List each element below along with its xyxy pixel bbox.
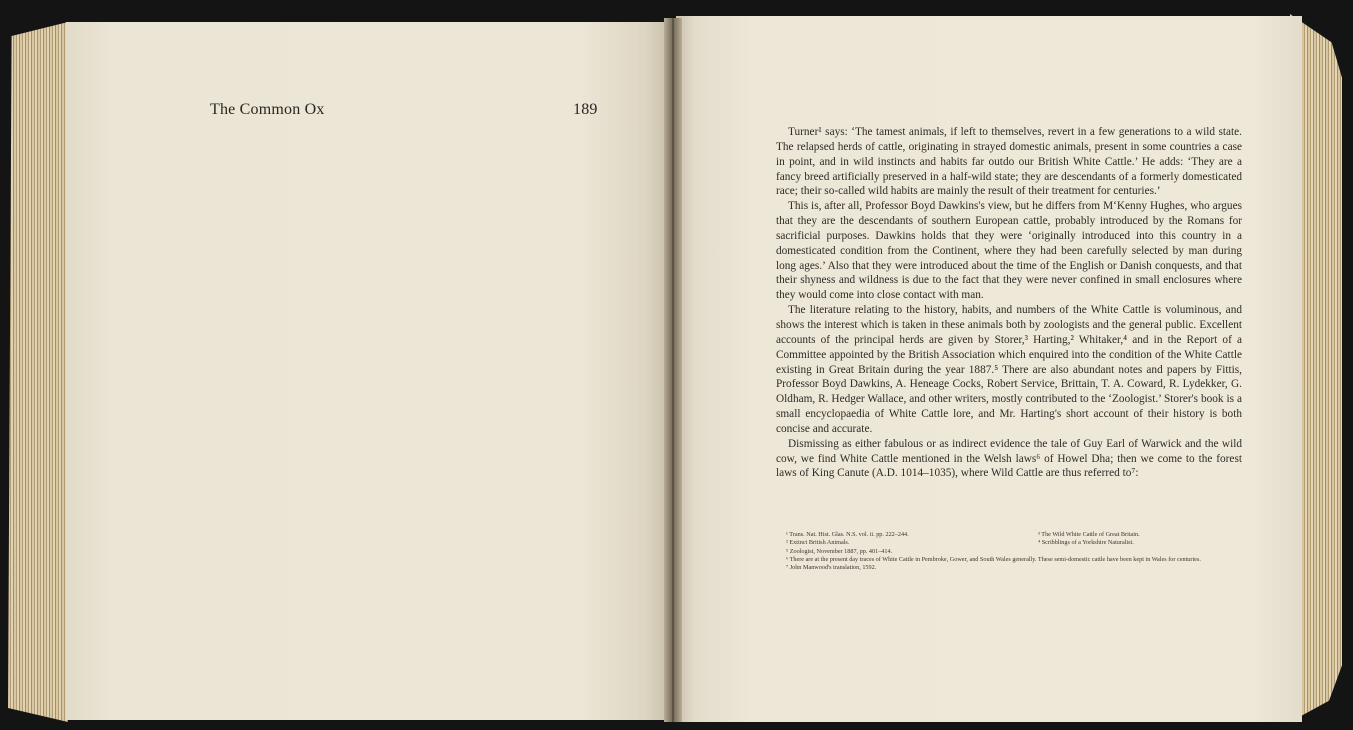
running-title: The Common Ox <box>210 101 325 118</box>
blank-left-page <box>66 22 670 720</box>
footnote-2: ² Extinct British Animals. <box>786 539 850 547</box>
paragraph-literature: The literature relating to the history, habits, and numbers of the White Cattle is voluminous, and shows the interest which is taken in these animals both by zoologists and the general public. Excellent accounts of the principal herds are given by Storer,³ Harting,² Whitaker,⁴ and in the Report of a Committee appointed by the British Association which enquired into the condition of the White Cattle existing in Great Britain during the year 1887.⁵ There are also abundant notes and papers by Fittis, Professor Boyd Dawkins, A. Heneage Cocks, Robert Service, Brittain, T. A. Coward, R. Lydekker, G. Oldham, R. Hedger Wallace, and other writers, mostly contributed to the ‘Zoologist.’ Storer's book is a small encyclopaedia of White Cattle lore, and Mr. Harting's short account of their history is both concise and accurate. <box>776 304 1242 435</box>
body-text <box>776 125 1242 481</box>
page-number: 189 <box>573 101 598 118</box>
book-gutter <box>664 18 682 722</box>
paragraph-dawkins: This is, after all, Professor Boyd Dawkins's view, but he differs from M‘Kenny Hughes, who argues that they are the descendants of southern European cattle, probably introduced by the Romans for sacrificial purposes. Dawkins holds that they were ‘originally introduced into this country in a domesticated condition from the Continent, where they had been carefully selected by man during long ages.’ Also that they were introduced about the time of the English or Danish conquests, and that their shyness and wildness is due to the fact that they were never confined in small enclosures where they would come into close contact with man. <box>776 200 1242 302</box>
footnote-5: ⁵ Zoologist, November 1887, pp. 401–414. <box>786 547 893 555</box>
paragraph-turner: Turner¹ says: ‘The tamest animals, if left to themselves, revert in a few generations to a wild state. The relapsed herds of cattle, originating in strayed domestic animals, present in some countries a case in point, and in wild instincts and habits far outdo our British White Cattle.’ He adds: ‘They are a fancy breed artificially preserved in a half-wild state; they are descendants of a formerly domesticated race; their so-called wild habits are mainly the result of their treatment for centuries.’ <box>776 126 1242 198</box>
footnote-4: ⁴ Scribblings of a Yorkshire Naturalist. <box>1038 539 1134 547</box>
running-head <box>210 101 630 123</box>
footnote-7: ⁷ John Manwood's translation, 1592. <box>786 564 877 572</box>
footnote-6: ⁶ There are at the present day traces of White Cattle in Pembroke, Gower, and South Wales generally. These semi-domestic cattle have been kept in Wales for centuries. <box>786 555 1201 563</box>
footnotes <box>776 531 1242 572</box>
footnote-3: ³ The Wild White Cattle of Great Britain. <box>1038 531 1140 538</box>
footnote-1: ¹ Trans. Nat. Hist. Glas. N.S. vol. ii. pp. 222–244. <box>786 531 909 538</box>
left-page-edges <box>8 22 68 722</box>
paragraph-canute: Dismissing as either fabulous or as indirect evidence the tale of Guy Earl of Warwick and the wild cow, we find White Cattle mentioned in the Welsh laws⁶ of Howel Dha; then we come to the forest laws of King Canute (A.D. 1014–1035), where Wild Cattle are thus referred to⁷: <box>776 437 1242 480</box>
